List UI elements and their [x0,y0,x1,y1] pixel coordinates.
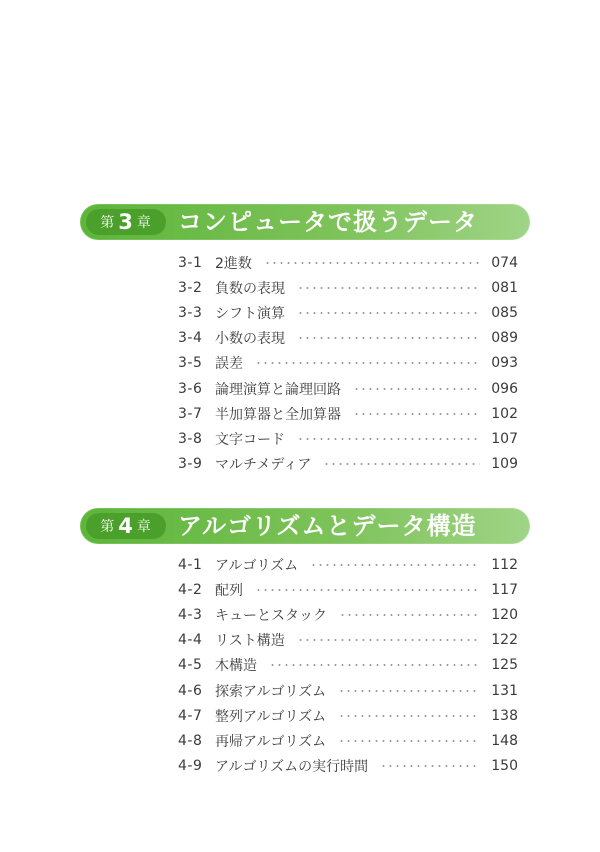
section-number: 4-7 [178,707,203,724]
section-title: シフト演算 [215,305,285,322]
section-number: 4-6 [178,682,203,699]
section-title: 2進数 [215,255,252,272]
toc-row[interactable] [178,376,518,401]
leader-dots [338,715,480,717]
leader-dots [338,690,480,692]
chapter-suffix: 章 [136,519,152,535]
toc-row[interactable] [178,653,518,678]
chapter-prefix: 第 [100,519,116,535]
section-number: 4-3 [178,606,203,623]
section-number: 4-4 [178,632,203,649]
toc-row[interactable] [178,628,518,653]
section-number: 3-2 [178,279,203,296]
toc-row[interactable] [178,326,518,351]
page-number: 089 [491,330,518,347]
leader-dots [297,287,480,289]
section-title: 木構造 [215,658,257,675]
section-number: 4-2 [178,581,203,598]
toc-row[interactable] [178,728,518,753]
toc-row[interactable] [178,351,518,376]
chapter-number: 4 [118,513,134,538]
section-title: 文字コード [215,431,285,448]
section-title: 誤差 [215,356,243,373]
toc-row[interactable] [178,577,518,602]
toc-row[interactable] [178,552,518,577]
leader-dots [353,388,480,390]
page-number: 085 [491,304,518,321]
chapter-prefix: 第 [100,215,116,231]
page-number: 096 [491,380,518,397]
leader-dots [297,312,480,314]
leader-dots [255,362,480,364]
leader-dots [269,664,480,666]
section-number: 4-8 [178,732,203,749]
section-title: 整列アルゴリズム [215,708,327,725]
section-number: 3-8 [178,430,203,447]
chapter-suffix: 章 [136,215,152,231]
leader-dots [297,438,480,440]
page-number: 138 [491,707,518,724]
chapter-4-banner [80,508,530,544]
leader-dots [264,262,480,264]
leader-dots [338,740,480,742]
toc-row[interactable] [178,401,518,426]
page-number: 122 [491,632,518,649]
section-title: 負数の表現 [215,280,285,297]
section-number: 3-1 [178,254,203,271]
chapter-3-banner [80,204,530,240]
section-title: 探索アルゴリズム [215,683,327,700]
section-number: 3-6 [178,380,203,397]
section-number: 3-3 [178,304,203,321]
section-title: 小数の表現 [215,331,285,348]
leader-dots [339,614,480,616]
page-number: 150 [491,758,518,775]
chapter-3-title: コンピュータで扱うデータ [178,208,478,236]
section-number: 3-9 [178,456,203,473]
page-number: 148 [491,732,518,749]
section-title: 再帰アルゴリズム [215,733,327,750]
toc-row[interactable] [178,275,518,300]
page-number: 081 [491,279,518,296]
section-title: アルゴリズムの実行時間 [215,759,369,776]
page-number: 102 [491,405,518,422]
leader-dots [297,639,480,641]
page-number: 112 [491,556,518,573]
section-number: 3-7 [178,405,203,422]
page-number: 117 [491,581,518,598]
chapter-4-badge [86,513,166,539]
chapter-3 [80,204,530,474]
section-title: 配列 [215,582,243,599]
page-number: 107 [491,430,518,447]
page-number: 131 [491,682,518,699]
toc-row[interactable] [178,250,518,275]
chapter-4-title: アルゴリズムとデータ構造 [178,512,477,540]
page-number: 109 [491,456,518,473]
toc-row[interactable] [178,703,518,728]
page-number: 120 [491,606,518,623]
section-title: 論理演算と論理回路 [215,381,341,398]
section-number: 4-5 [178,657,203,674]
section-title: リスト構造 [215,633,285,650]
toc-row[interactable] [178,452,518,477]
section-title: マルチメディア [215,457,312,474]
chapter-4 [80,508,530,776]
section-number: 4-1 [178,556,203,573]
chapter-number: 3 [118,209,134,234]
chapter-4-toc [178,552,518,779]
toc-row[interactable] [178,602,518,627]
toc-row[interactable] [178,754,518,779]
toc-row[interactable] [178,426,518,451]
leader-dots [323,463,480,465]
leader-dots [310,564,480,566]
chapter-3-toc [178,250,518,477]
section-title: 半加算器と全加算器 [215,406,341,423]
section-title: キューとスタック [215,607,327,624]
section-title: アルゴリズム [215,557,299,574]
section-number: 3-4 [178,330,203,347]
section-number: 4-9 [178,758,203,775]
leader-dots [297,337,480,339]
page-number: 125 [491,657,518,674]
toc-row[interactable] [178,678,518,703]
section-number: 3-5 [178,355,203,372]
leader-dots [353,413,480,415]
page-number: 074 [491,254,518,271]
page-number: 093 [491,355,518,372]
toc-row[interactable] [178,300,518,325]
leader-dots [380,765,480,767]
leader-dots [255,589,480,591]
chapter-3-badge [86,209,166,235]
